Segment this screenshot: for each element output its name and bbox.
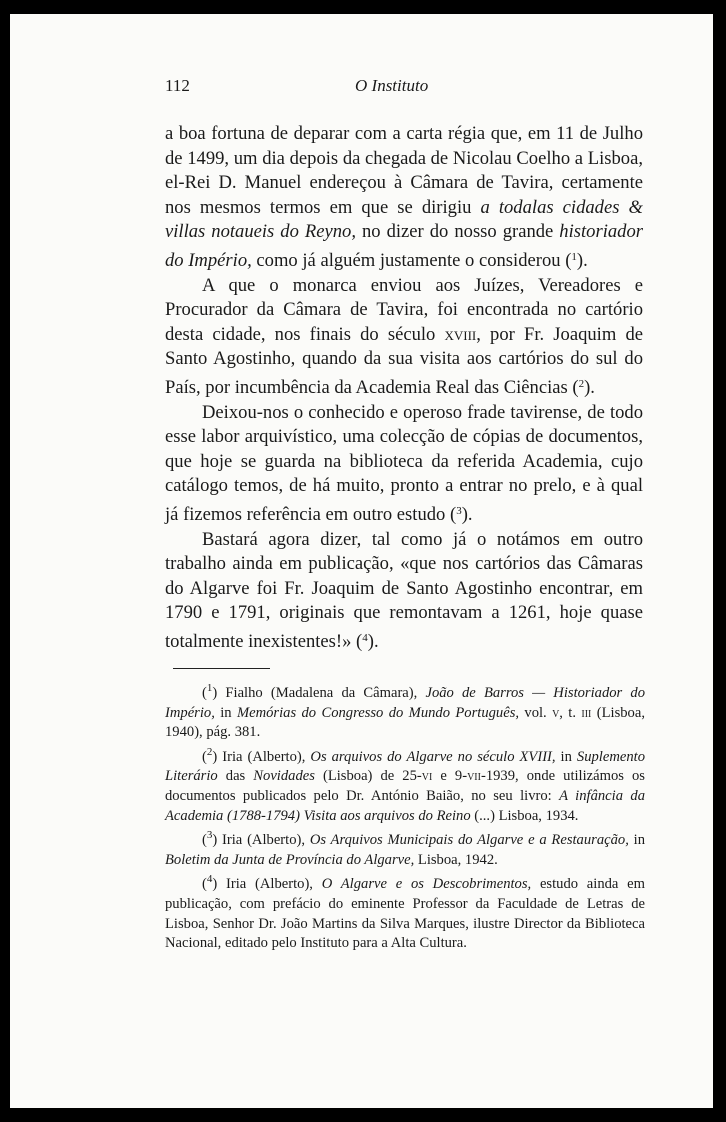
italic-text: historiador do Império,: [165, 221, 643, 271]
text-run: , t.: [559, 704, 582, 721]
text-run: no dizer do nosso grande: [356, 221, 560, 243]
note-reference: 2: [578, 377, 585, 390]
page-number: 112: [165, 76, 190, 95]
running-title: O Instituto: [355, 76, 429, 95]
text-run: ) Iria (Alberto),: [212, 876, 322, 893]
note-reference: 3: [456, 504, 462, 517]
text-run: -1939, onde utilizámos os documentos publicados pelo Dr. António Baião, no seu livro:: [165, 768, 645, 804]
text-run: a boa fortuna de deparar com a carta régia que, em 11 de Julho de 1499, um dia depois da chegada de Nicolau Coelho a Lisboa, el-Rei D. Manuel endereçou à Câmara de Tavira, certamente nos mesmos termos em que se dirigiu: [165, 123, 643, 218]
footnote-divider: [173, 668, 270, 669]
text-run: como já alguém justamente o considerou (: [251, 249, 572, 271]
roman-numeral: v: [552, 704, 560, 721]
text-run: ) Fialho (Madalena da Câmara),: [212, 685, 426, 701]
text-run: in: [555, 748, 577, 765]
italic-text: A infância da Academia (1788-1794) Visita aos arquivos do Reino: [165, 787, 646, 824]
text-run: das: [217, 768, 254, 785]
text-run: ) Iria (Alberto),: [212, 748, 311, 765]
footnote: [165, 826, 645, 870]
text-run: (Lisboa) de 25-: [314, 768, 422, 785]
italic-text: Boletim da Junta de Província do Algarve,: [165, 851, 415, 868]
text-run: (: [202, 685, 207, 701]
italic-text: Os arquivos do Algarve no século XVIII,: [310, 748, 556, 765]
text-run: ) Iria (Alberto),: [212, 832, 310, 849]
text-run: ).: [367, 630, 379, 652]
text-run: ).: [584, 376, 595, 398]
italic-text: Memórias do Congresso do Mundo Português,: [236, 704, 520, 721]
italic-text: a todalas cidades & villas notaueis do Reyno,: [165, 196, 643, 243]
text-run: Bastará agora dizer, tal como já o notámos em outro trabalho ainda em publicação, «que nos cartórios das Câmaras do Algarve foi Fr. Joaquim de Santo Agostinho encontrar, em 1790 e 1791, originais que remontavam a 1261, hoje quase totalmente inexistentes!» (: [165, 528, 643, 652]
italic-text: Suplemento Literário: [165, 748, 645, 785]
text-run: in: [214, 704, 237, 721]
text-run: ).: [461, 503, 473, 525]
note-reference: 1: [571, 250, 577, 263]
note-reference: 4: [362, 631, 368, 644]
italic-text: O Algarve e os Descobrimentos,: [321, 876, 532, 893]
text-run: (: [202, 748, 207, 765]
text-run: , por Fr. Joaquim de Santo Agostinho, quando da sua visita aos cartórios do sul do País, por incumbência da Academia Real das Ciências (: [165, 323, 643, 398]
text-run: (: [202, 832, 207, 849]
text-run: estudo ainda em publicação, com prefácio do eminente Professor da Faculdade de Letras de Lisboa, Senhor Dr. João Martins da Silva Marques, ilustre Director da Biblioteca Nacional, editado pelo Instituto para a Alta Cultura.: [165, 876, 645, 952]
body-paragraph: [165, 274, 643, 401]
body-paragraph: [165, 528, 643, 655]
footnote: [165, 743, 645, 826]
footnote: [165, 679, 645, 743]
text-run: (Lisboa, 1940), pág. 381.: [165, 704, 645, 741]
roman-numeral: vii: [467, 768, 481, 785]
text-run: Lisboa, 1942.: [414, 851, 498, 868]
text-run: A que o monarca enviou aos Juízes, Vereadores e Procurador da Câmara de Tavira, foi encontrada no cartório desta cidade, nos finais do século: [165, 274, 643, 345]
footnotes: [165, 679, 645, 954]
text-run: vol.: [519, 704, 553, 721]
italic-text: Os Arquivos Municipais do Algarve e a Restauração,: [309, 832, 629, 849]
italic-text: João de Barros — Historiador do Império,: [165, 685, 645, 721]
note-reference: 2: [206, 745, 213, 758]
roman-numeral: xviii: [444, 323, 477, 345]
note-reference: 3: [206, 829, 213, 842]
italic-text: Novidades: [253, 768, 315, 785]
note-reference: 4: [206, 873, 213, 886]
text-run: ).: [576, 249, 588, 271]
text-run: in: [628, 832, 646, 849]
body-paragraph: [165, 122, 643, 274]
footnote: [165, 870, 645, 953]
body-paragraph: [165, 401, 643, 528]
roman-numeral: vi: [421, 768, 433, 785]
roman-numeral: iii: [581, 704, 592, 721]
note-reference: 1: [206, 682, 213, 694]
text-run: Deixou-nos o conhecido e operoso frade tavirense, de todo esse labor arquivístico, uma colecção de cópias de documentos, que hoje se guarda na biblioteca da referida Academia, cujo catálogo temos, de há muito, pronto a entrar no prelo, e à qual já fizemos referência em outro estudo (: [165, 401, 643, 525]
text-run: (...) Lisboa, 1934.: [470, 807, 579, 824]
book-page: [10, 14, 713, 1108]
body-text: [165, 122, 643, 654]
text-run: (: [202, 876, 207, 893]
text-run: e 9-: [432, 768, 468, 785]
